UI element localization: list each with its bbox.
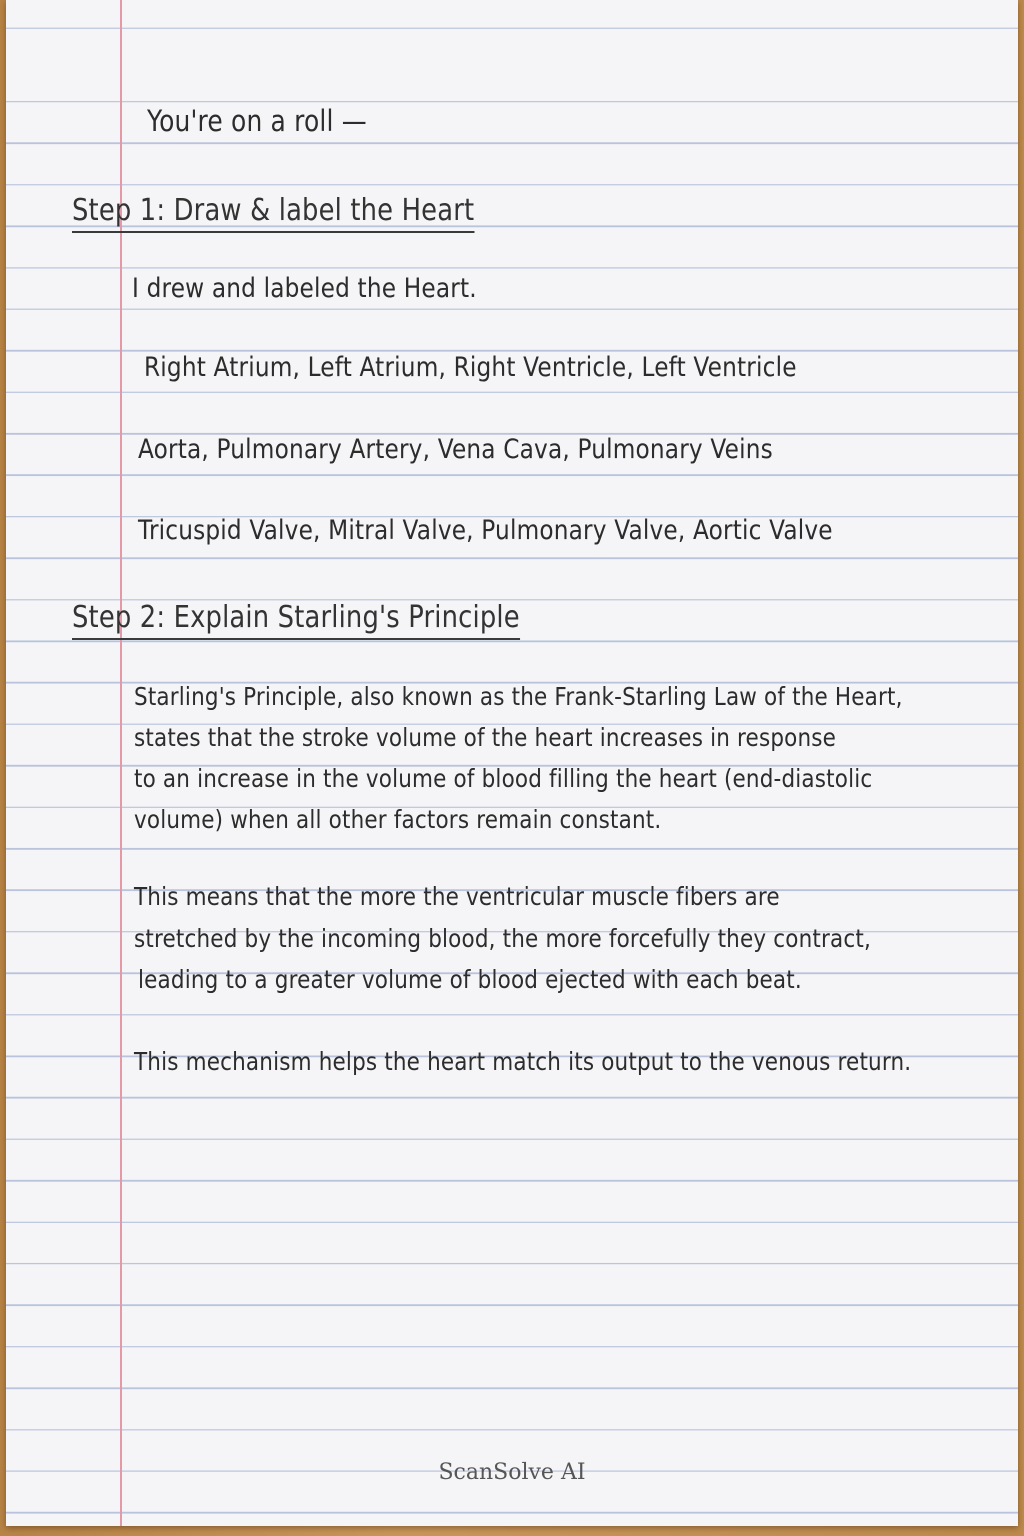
step2-heading: Step 2: Explain Starling's Principle	[72, 600, 520, 640]
step1-line: I drew and labeled the Heart.	[132, 273, 477, 304]
step1-line: Tricuspid Valve, Mitral Valve, Pulmonary Valve, Aortic Valve	[138, 515, 833, 546]
step2-line: stretched by the incoming blood, the more forcefully they contract,	[134, 924, 871, 953]
footer-brand: ScanSolve AI	[438, 1460, 586, 1485]
step2-line: to an increase in the volume of blood filling the heart (end-diastolic	[134, 764, 873, 793]
notebook-page	[6, 0, 1018, 1526]
step2-line: volume) when all other factors remain constant.	[134, 805, 662, 834]
step2-line: states that the stroke volume of the heart increases in response	[134, 723, 837, 752]
step2-line: This means that the more the ventricular muscle fibers are	[134, 882, 780, 911]
step1-line: Aorta, Pulmonary Artery, Vena Cava, Pulmonary Veins	[138, 434, 773, 465]
step2-line: leading to a greater volume of blood ejected with each beat.	[138, 965, 802, 994]
intro-text: You're on a roll —	[147, 104, 367, 138]
step1-line: Right Atrium, Left Atrium, Right Ventricle, Left Ventricle	[144, 352, 797, 383]
step2-line: Starling's Principle, also known as the Frank-Starling Law of the Heart,	[134, 682, 903, 711]
step1-heading: Step 1: Draw & label the Heart	[72, 193, 474, 233]
step2-line: This mechanism helps the heart match its output to the venous return.	[134, 1047, 912, 1076]
